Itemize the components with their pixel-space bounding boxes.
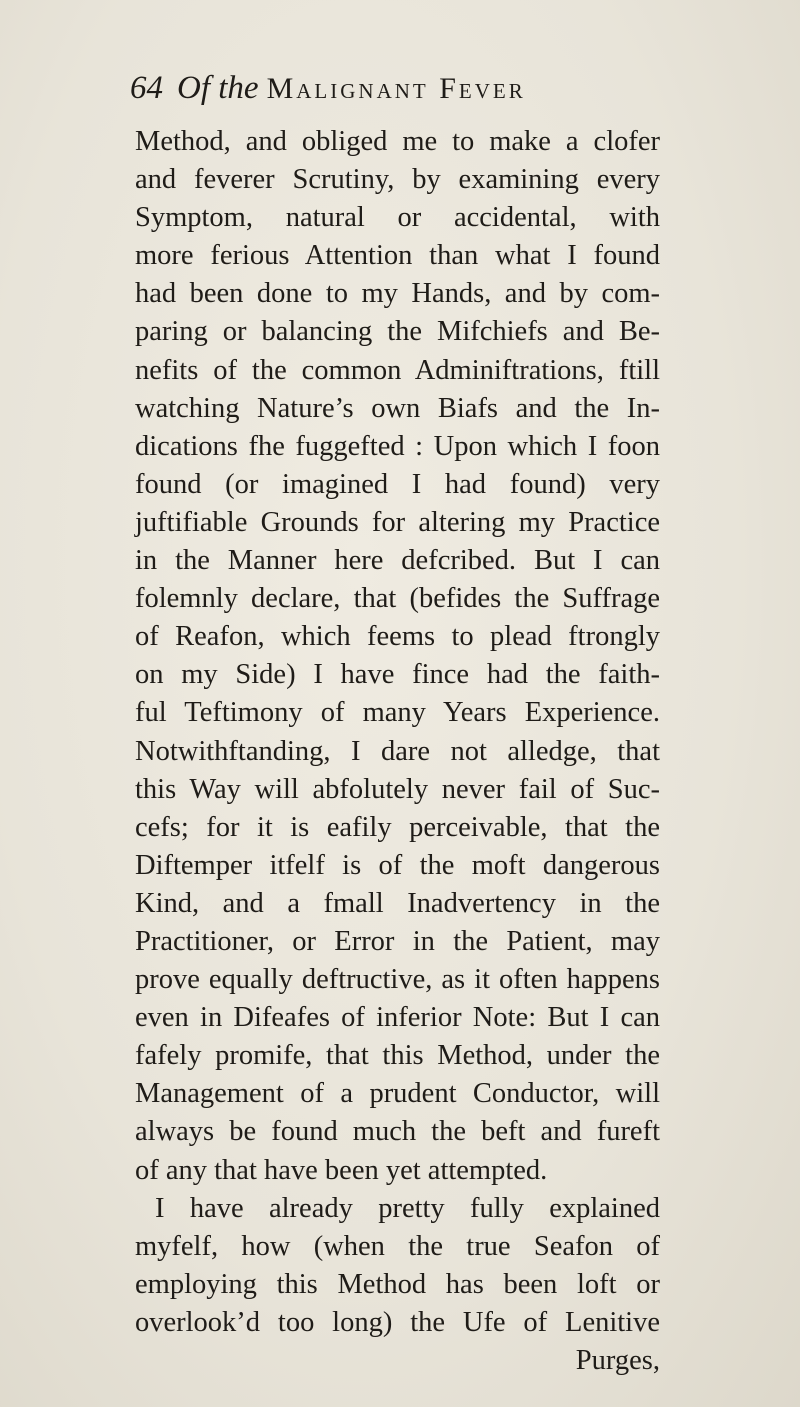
text-line: watching Nature’s own Biafs and the In- xyxy=(135,392,660,424)
body-text xyxy=(135,123,660,1380)
page-number: 64 xyxy=(130,70,163,106)
text-line: Kind, and a fmall Inadvertency in the xyxy=(135,887,660,919)
text-line: paring or balancing the Mifchiefs and Be- xyxy=(135,316,660,348)
running-header xyxy=(130,70,690,114)
text-line: folemnly declare, that (befides the Suffrage xyxy=(135,583,660,615)
text-line: had been done to my Hands, and by com- xyxy=(135,278,660,310)
text-line: Diftemper itfelf is of the moft dangerous xyxy=(135,849,660,881)
header-title: Malignant Fever xyxy=(266,72,526,105)
text-line: fafely promife, that this Method, under the xyxy=(135,1040,660,1072)
text-line: dications fhe fuggefted : Upon which I foon xyxy=(135,430,660,462)
text-line: and feverer Scrutiny, by examining every xyxy=(135,164,660,196)
text-line: overlook’d too long) the Ufe of Lenitive xyxy=(135,1306,660,1338)
text-line: Practitioner, or Error in the Patient, may xyxy=(135,925,660,957)
text-line: juftifiable Grounds for altering my Practice xyxy=(135,506,660,538)
text-line: even in Difeafes of inferior Note: But I can xyxy=(135,1002,660,1034)
text-line: Symptom, natural or accidental, with xyxy=(135,202,660,234)
text-line: ful Teftimony of many Years Experience. xyxy=(135,697,660,729)
text-line: Notwithftanding, I dare not alledge, that xyxy=(135,735,660,767)
text-line: prove equally deftructive, as it often happens xyxy=(135,964,660,996)
text-line: of Reafon, which feems to plead ftrongly xyxy=(135,621,660,653)
text-line: more ferious Attention than what I found xyxy=(135,240,660,272)
text-line: found (or imagined I had found) very xyxy=(135,468,660,500)
text-line: of any that have been yet attempted. xyxy=(135,1154,548,1186)
text-line: myfelf, how (when the true Seafon of xyxy=(135,1230,660,1262)
catchword: Purges, xyxy=(575,1345,660,1376)
text-line: in the Manner here defcribed. But I can xyxy=(135,545,660,577)
text-line: always be found much the beft and fureft xyxy=(135,1116,660,1148)
text-line: this Way will abfolutely never fail of Suc- xyxy=(135,773,660,805)
text-line: Management of a prudent Conductor, will xyxy=(135,1078,660,1110)
text-line: cefs; for it is eafily perceivable, that the xyxy=(135,811,660,843)
text-line: I have already pretty fully explained xyxy=(155,1192,660,1224)
text-line: employing this Method has been loft or xyxy=(135,1268,660,1300)
text-line: on my Side) I have fince had the faith- xyxy=(135,659,660,691)
text-line: Method, and obliged me to make a clofer xyxy=(135,126,660,157)
text-line: nefits of the common Adminiftrations, ftill xyxy=(135,354,660,386)
header-italic-prefix: Of the xyxy=(177,70,259,106)
